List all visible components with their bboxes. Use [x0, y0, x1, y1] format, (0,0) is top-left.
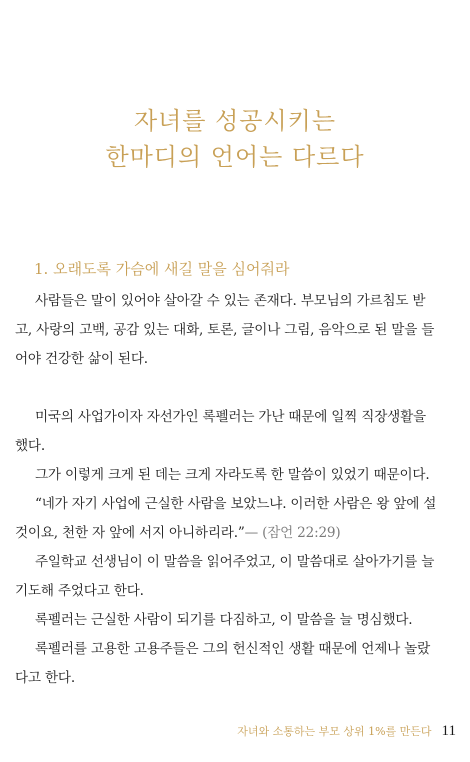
paragraph-line: 어야 건강한 삶이 된다.	[15, 351, 148, 367]
paragraph-4-quote	[15, 490, 455, 548]
paragraph-line: 기도해 주었다고 한다.	[15, 583, 144, 599]
paragraph-line: 고, 사랑의 고백, 공감 있는 대화, 토론, 글이나 그림, 음악으로 된 말을 들	[15, 322, 435, 338]
body-text	[15, 287, 455, 693]
page-number: 11	[441, 723, 456, 739]
paragraph-3	[15, 461, 455, 490]
bible-reference: — (잠언 22:29)	[244, 525, 341, 541]
paragraph-6	[15, 606, 455, 635]
paragraph-line: 록펠러는 근실한 사람이 되기를 다짐하고, 이 말씀을 늘 명심했다.	[35, 612, 413, 628]
quote-text: 것이요, 천한 자 앞에 서지 아니하리라.”	[15, 525, 245, 541]
paragraph-1	[15, 287, 455, 374]
paragraph-line: 사람들은 말이 있어야 살아갈 수 있는 존재다. 부모님의 가르침도 받	[35, 293, 426, 309]
paragraph-line: 주일학교 선생님이 이 말씀을 읽어주었고, 이 말씀대로 살아가기를 늘	[35, 554, 435, 570]
paragraph-line: 다고 한다.	[15, 670, 75, 686]
paragraph-2	[15, 403, 455, 461]
chapter-title-line-1: 자녀를 성공시키는	[133, 107, 337, 135]
chapter-title	[0, 103, 470, 175]
paragraph-gap	[15, 374, 455, 403]
page-footer	[237, 723, 456, 740]
paragraph-5	[15, 548, 455, 606]
section-heading: 1. 오래도록 가슴에 새길 말을 심어줘라	[34, 260, 290, 278]
paragraph-line: “네가 자기 사업에 근실한 사람을 보았느냐. 이러한 사람은 왕 앞에 설	[35, 496, 437, 512]
paragraph-7	[15, 635, 455, 693]
paragraph-line: 미국의 사업가이자 자선가인 록펠러는 가난 때문에 일찍 직장생활을	[35, 409, 426, 425]
paragraph-line: 했다.	[15, 438, 45, 454]
paragraph-line: 록펠러를 고용한 고용주들은 그의 헌신적인 생활 때문에 언제나 놀랐	[35, 641, 431, 657]
paragraph-line	[15, 519, 455, 548]
chapter-title-line-2: 한마디의 언어는 다르다	[105, 143, 365, 171]
paragraph-line: 그가 이렇게 크게 된 데는 크게 자라도록 한 말씀이 있었기 때문이다.	[35, 467, 430, 483]
running-footer-title: 자녀와 소통하는 부모 상위 1%를 만든다	[237, 725, 432, 738]
